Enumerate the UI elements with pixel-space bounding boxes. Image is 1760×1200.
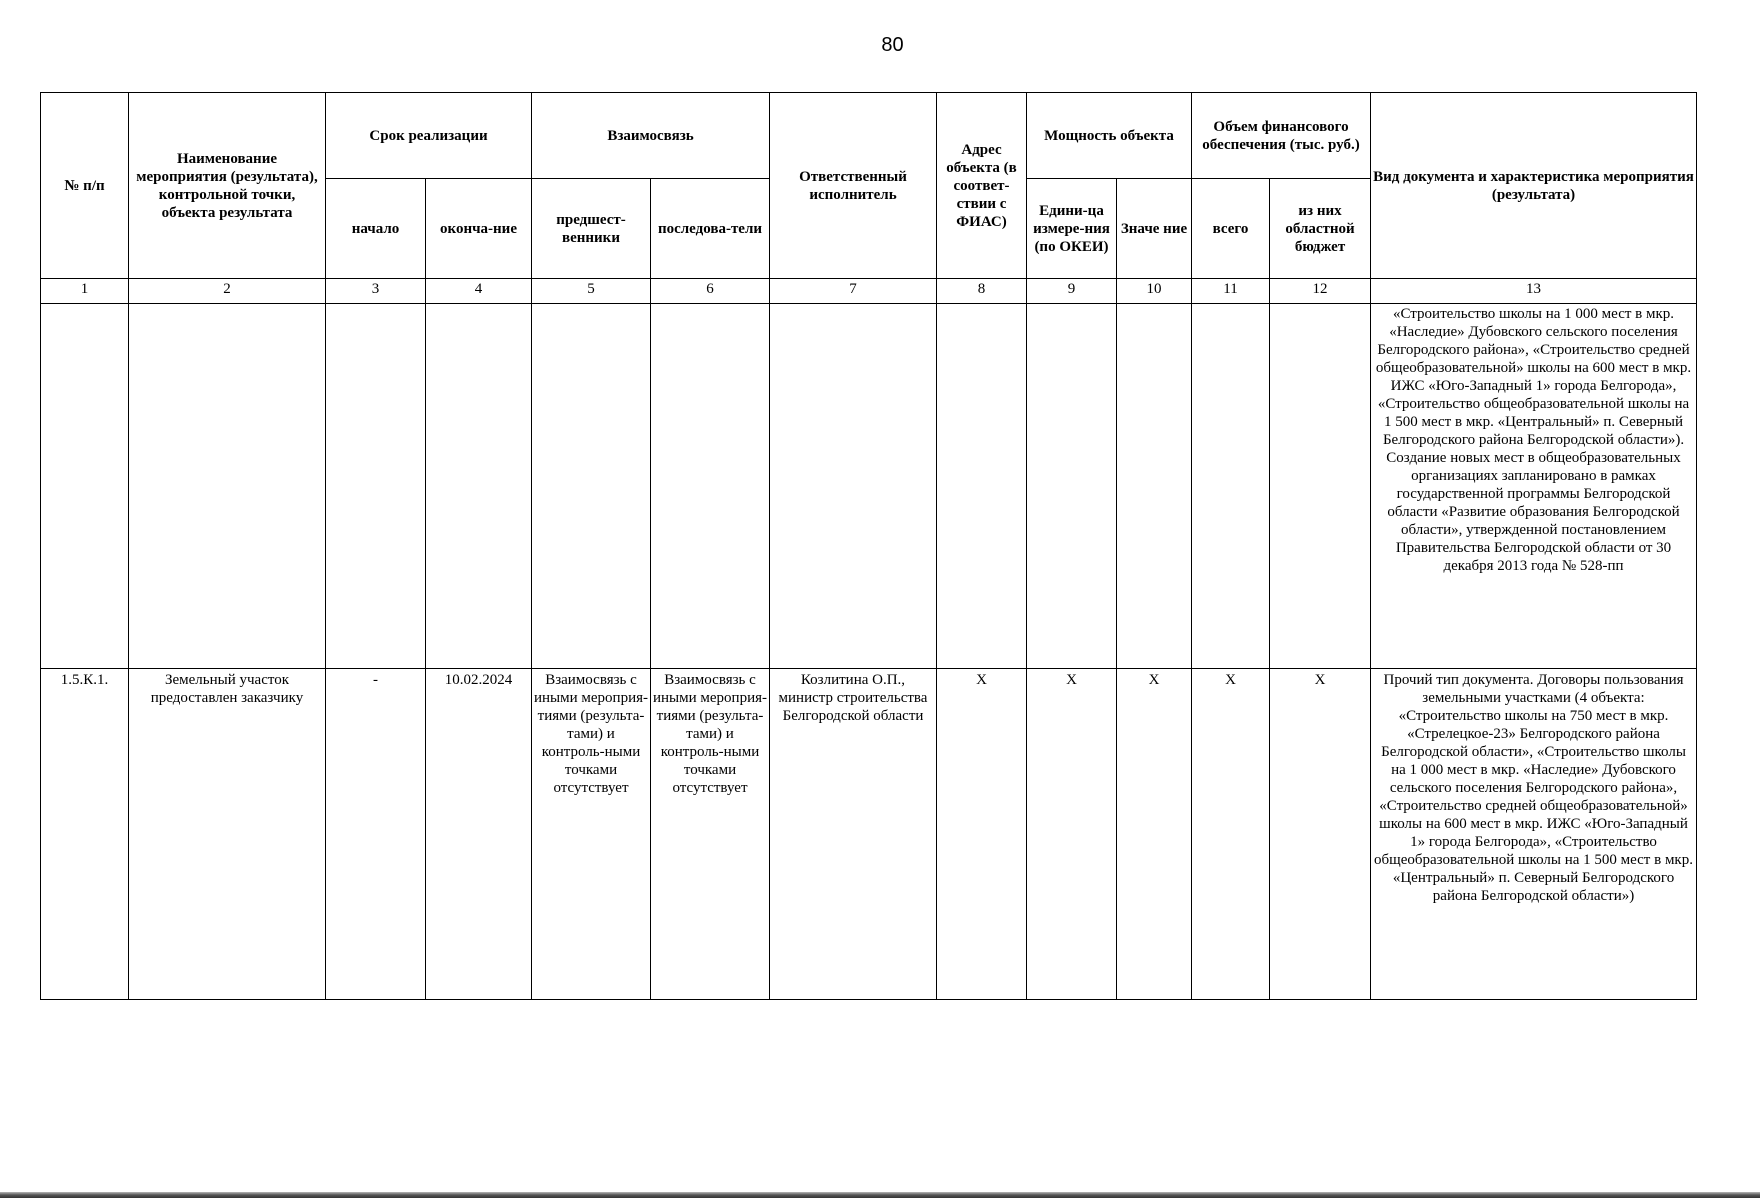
table-row [41,304,1697,669]
cell-unit [1027,304,1117,669]
header-period: Срок реализации [326,93,532,179]
column-number: 11 [1192,279,1270,304]
cell-total [1192,304,1270,669]
header-capacity-value: Значе ние [1117,179,1192,279]
header-address: Адрес объекта (в соответ-ствии с ФИАС) [937,93,1027,279]
cell-num [41,304,129,669]
cell-doc: Прочий тип документа. Договоры пользования земельными участками (4 объекта: «Строительство школы на 750 мест в мкр. «Стрелецкое-23» Белгородского района Белгородской области», «Строительство школы на 1 000 мест в мкр. «Наследие» Дубовского сельского поселения Белгородского района», «Строительство средней общеобразовательной» школы на 600 мест в мкр. ИЖС «Юго-Западный 1» города Белгорода», «Строительство общеобразовательной школы на 1 500 мест в мкр. «Центральный» п. Северный Белгородского района Белгородской области») [1371,669,1697,1000]
cell-end: 10.02.2024 [426,669,532,1000]
cell-address [937,304,1027,669]
header-relation-succ: последова-тели [651,179,770,279]
column-number: 12 [1270,279,1371,304]
cell-start [326,304,426,669]
cell-unit: Х [1027,669,1117,1000]
cell-value: Х [1117,669,1192,1000]
cell-address: Х [937,669,1027,1000]
header-relation-pred: предшест-венники [532,179,651,279]
cell-end [426,304,532,669]
cell-responsible [770,304,937,669]
column-number: 4 [426,279,532,304]
cell-doc: «Строительство школы на 1 000 мест в мкр. «Наследие» Дубовского сельского поселения Белгородского района», «Строительство средней общеобразовательной» школы на 600 мест в мкр. ИЖС «Юго-Западный 1» города Белгорода», «Строительство общеобразовательной школы на 1 500 мест в мкр. «Центральный» п. Северный Белгородского района Белгородской области»). Создание новых мест в общеобразовательных организациях запланировано в рамках государственной программы Белгородской области «Развитие образования Белгородской области», утвержденной постановлением Правительства Белгородской области от 30 декабря 2013 года № 528-пп [1371,304,1697,669]
plan-table [40,92,1697,1000]
cell-responsible: Козлитина О.П., министр строительства Белгородской области [770,669,937,1000]
cell-start: - [326,669,426,1000]
header-period-start: начало [326,179,426,279]
cell-pred [532,304,651,669]
column-number: 2 [129,279,326,304]
header-doc: Вид документа и характеристика мероприятия (результата) [1371,93,1697,279]
header-num: № п/п [41,93,129,279]
column-number: 5 [532,279,651,304]
column-number: 1 [41,279,129,304]
header-period-end: оконча-ние [426,179,532,279]
column-number: 10 [1117,279,1192,304]
header-responsible: Ответственный исполнитель [770,93,937,279]
cell-total: Х [1192,669,1270,1000]
column-number: 9 [1027,279,1117,304]
header-finance-regional: из них областной бюджет [1270,179,1371,279]
table-row [41,669,1697,1000]
table-header [41,93,1697,279]
cell-succ: Взаимосвязь с иными мероприя-тиями (результа-тами) и контроль-ными точками отсутствует [651,669,770,1000]
header-finance-total: всего [1192,179,1270,279]
column-number: 7 [770,279,937,304]
cell-pred: Взаимосвязь с иными мероприя-тиями (результа-тами) и контроль-ными точками отсутствует [532,669,651,1000]
column-number: 8 [937,279,1027,304]
cell-succ [651,304,770,669]
cell-value [1117,304,1192,669]
header-name: Наименование мероприятия (результата), контрольной точки, объекта результата [129,93,326,279]
header-relation: Взаимосвязь [532,93,770,179]
cell-num: 1.5.К.1. [41,669,129,1000]
header-finance: Объем финансового обеспечения (тыс. руб.) [1192,93,1371,179]
cell-name [129,304,326,669]
scan-edge-divider [0,1192,1760,1198]
cell-name: Земельный участок предоставлен заказчику [129,669,326,1000]
column-number-row [41,279,1697,304]
column-number: 6 [651,279,770,304]
header-capacity: Мощность объекта [1027,93,1192,179]
column-number: 3 [326,279,426,304]
cell-regional: Х [1270,669,1371,1000]
page-number: 80 [881,34,904,56]
header-capacity-unit: Едини-ца измере-ния (по ОКЕИ) [1027,179,1117,279]
cell-regional [1270,304,1371,669]
column-number: 13 [1371,279,1697,304]
